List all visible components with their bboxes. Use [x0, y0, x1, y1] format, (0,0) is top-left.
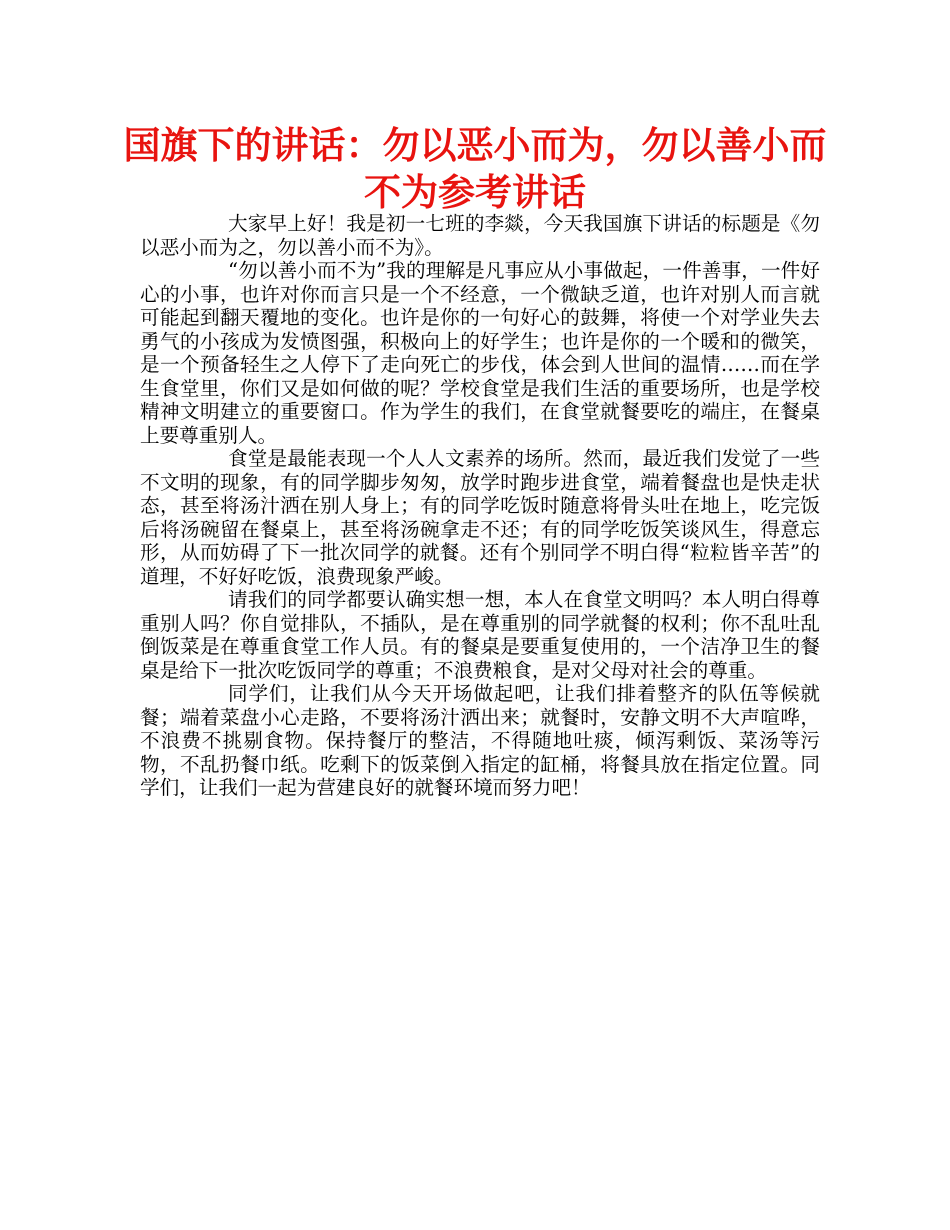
- paragraph-canteen-problems: 食堂是最能表现一个人人文素养的场所。然而，最近我们发觉了一些不文明的现象，有的同学脚步匆匆，放学时跑步进食堂，端着餐盘也是快走状态，甚至将汤汁洒在别人身上；有的同学吃饭时随意将骨头吐在地上，吃完饭后将汤碗留在餐桌上，甚至将汤碗拿走不还；有的同学吃饭笑谈风生，得意忘形，从而妨碍了下一批次同学的就餐。还有个别同学不明白得“粒粒皆辛苦”的道理，不好好吃饭，浪费现象严峻。: [140, 447, 820, 588]
- document-body: [140, 212, 820, 800]
- paragraph-reflection: 请我们的同学都要认确实想一想，本人在食堂文明吗？本人明白得尊重别人吗？你自觉排队，不插队，是在尊重别的同学就餐的权利；你不乱吐乱倒饭菜是在尊重食堂工作人员。有的餐桌是要重复使用的，一个洁净卫生的餐桌是给下一批次吃饭同学的尊重；不浪费粮食，是对父母对社会的尊重。: [140, 588, 820, 682]
- paragraph-call-to-action: 同学们，让我们从今天开场做起吧，让我们排着整齐的队伍等候就餐；端着菜盘小心走路，不要将汤汁洒出来；就餐时，安静文明不大声喧哗，不浪费不挑剔食物。保持餐厅的整洁，不得随地吐痰，倾泻剩饭、菜汤等污物，不乱扔餐巾纸。吃剩下的饭菜倒入指定的缸桶，将餐具放在指定位置。同学们，让我们一起为营建良好的就餐环境而努力吧！: [140, 682, 820, 799]
- paragraph-greeting: 大家早上好！我是初一七班的李燚，今天我国旗下讲话的标题是《勿以恶小而为之，勿以善小而不为》。: [140, 212, 820, 259]
- document-title: 国旗下的讲话：勿以恶小而为，勿以善小而不为参考讲话: [123, 124, 827, 214]
- paragraph-understanding: “勿以善小而不为”我的理解是凡事应从小事做起，一件善事，一件好心的小事，也许对你而言只是一个不经意，一个微缺乏道，也许对别人而言就可能起到翻天覆地的变化。也许是你的一句好心的鼓舞，将使一个对学业失去勇气的小孩成为发愤图强，积极向上的好学生；也许是你的一个暖和的微笑，是一个预备轻生之人停下了走向死亡的步伐，体会到人世间的温情……而在学生食堂里，你们又是如何做的呢？学校食堂是我们生活的重要场所，也是学校精神文明建立的重要窗口。作为学生的我们，在食堂就餐要吃的端庄，在餐桌上要尊重别人。: [140, 259, 820, 447]
